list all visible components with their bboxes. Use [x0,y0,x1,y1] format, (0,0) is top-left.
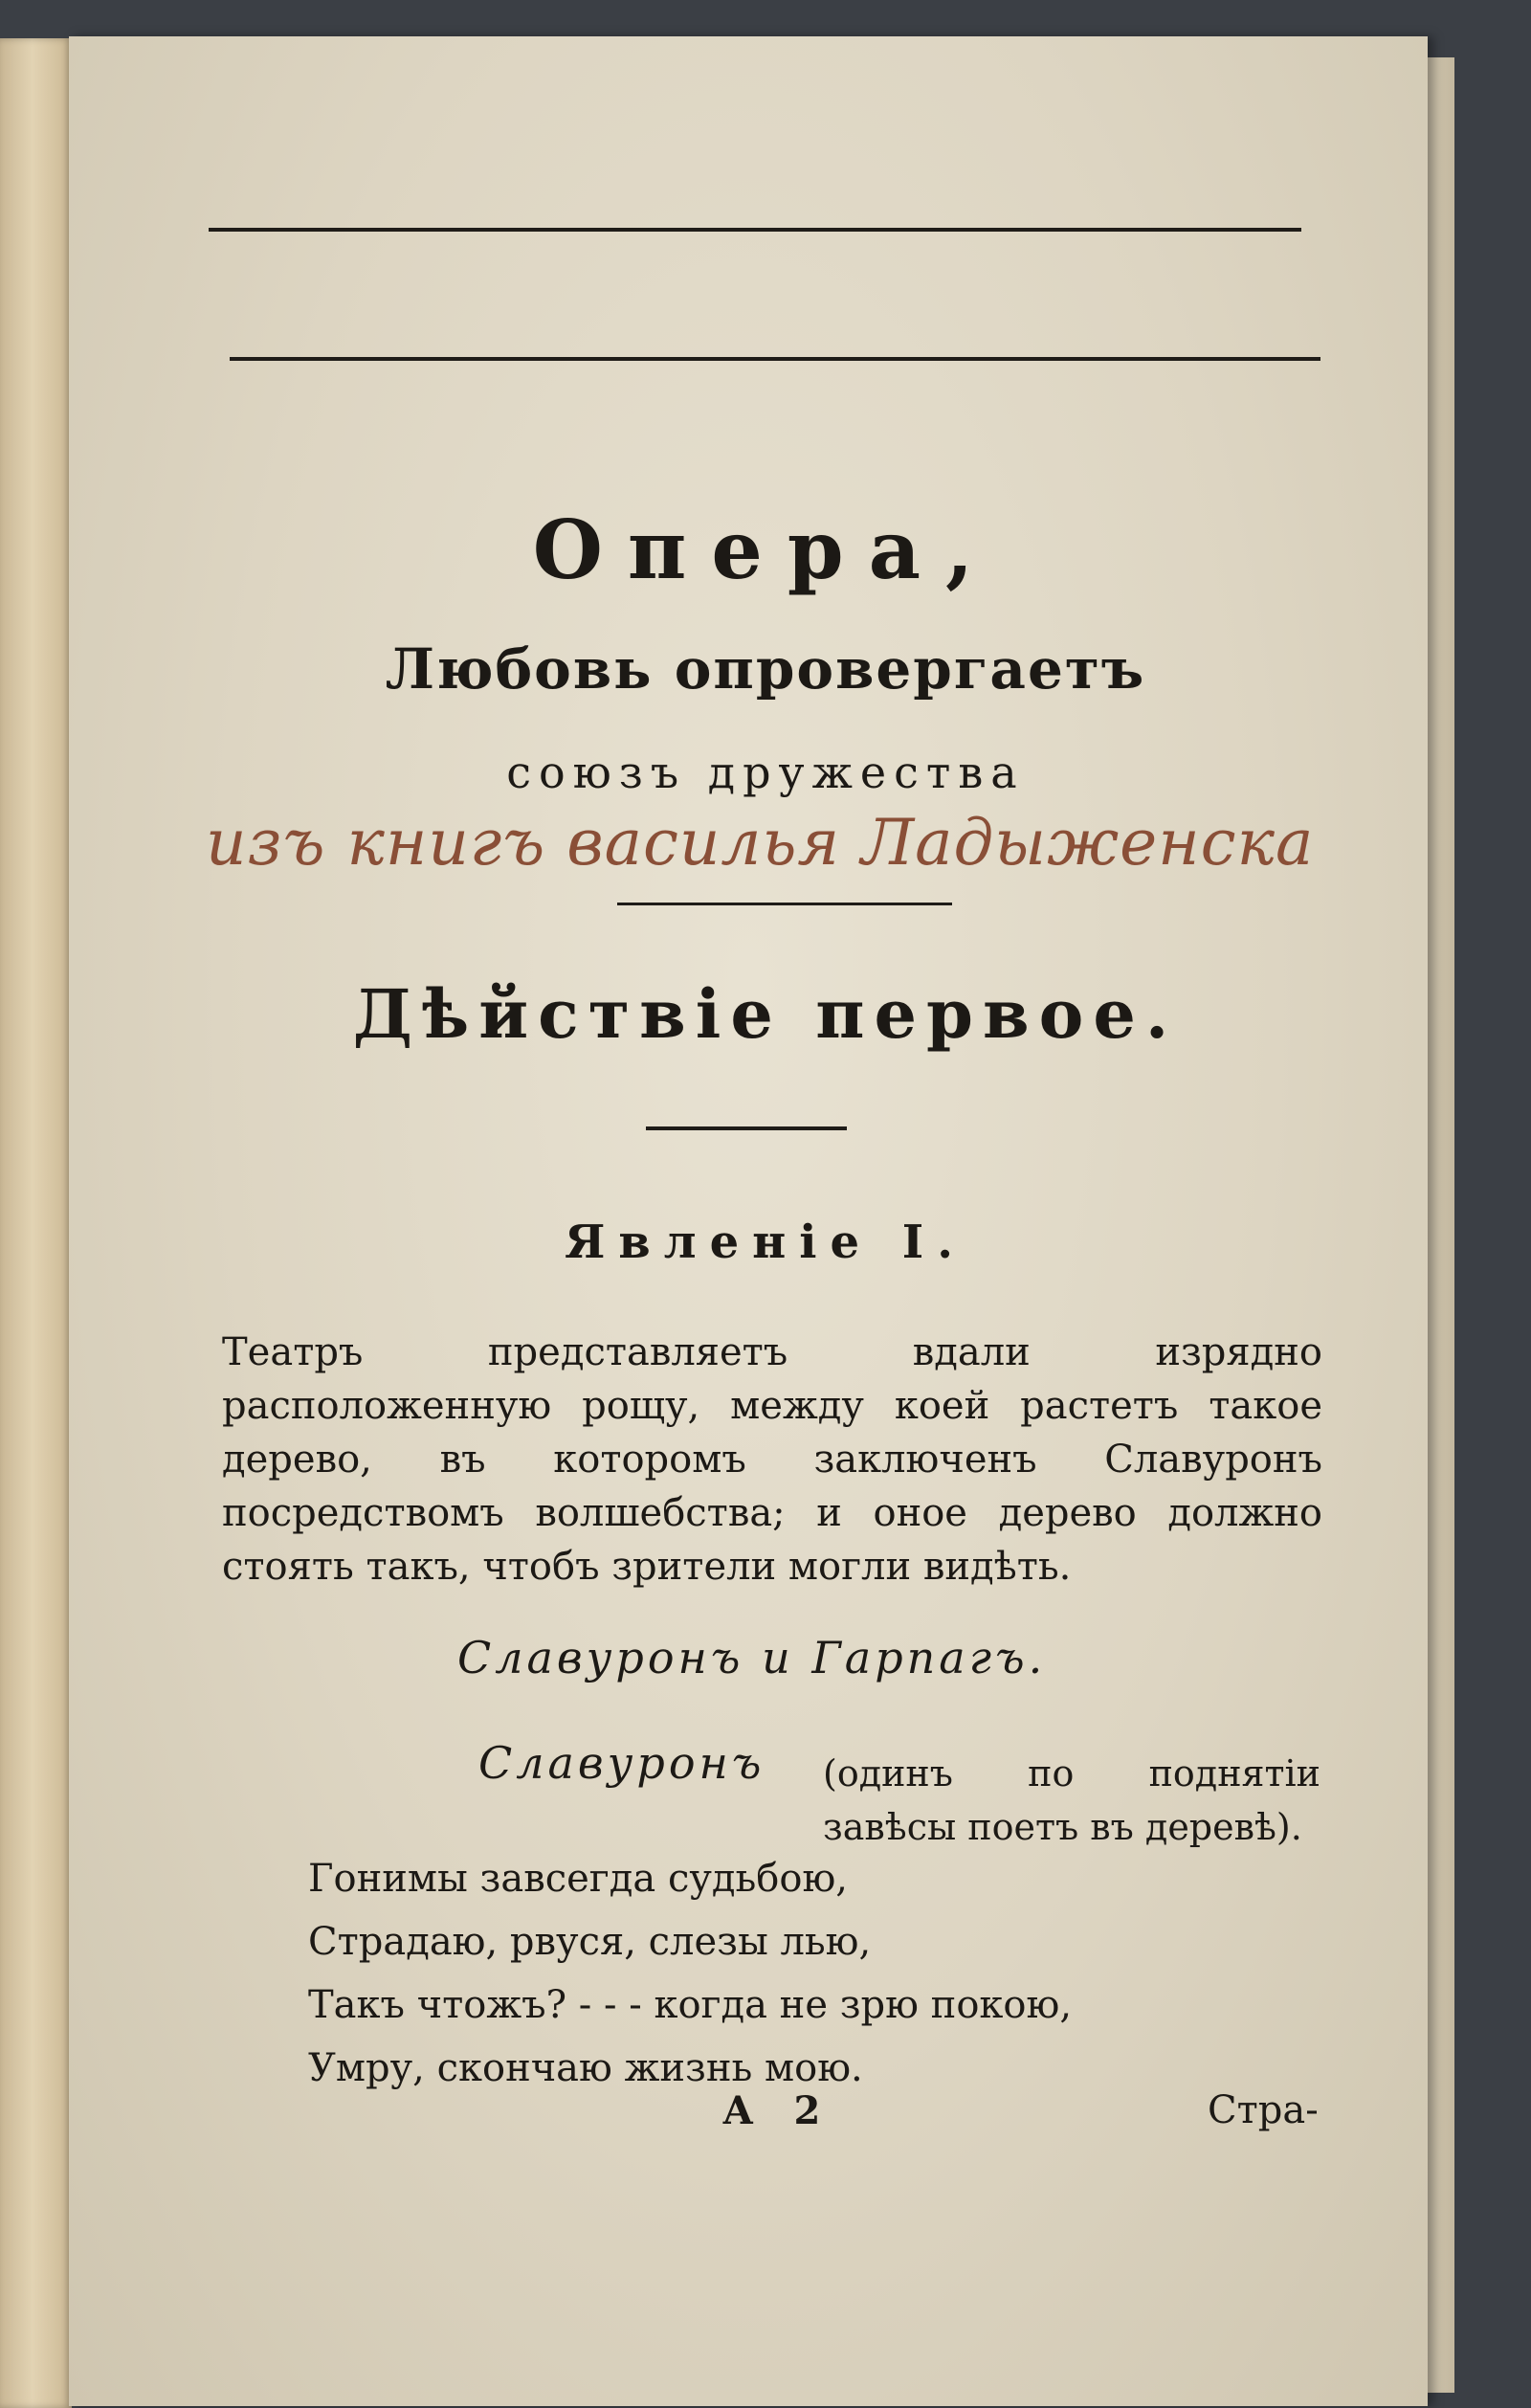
stage-direction [222,1326,1322,1594]
verse-line: Гонимы завсегда судьбою, [308,1857,849,1901]
speaker-name: Славуронъ [478,1737,766,1789]
top-rule-1 [209,228,1301,232]
verse-line: Такъ чтожъ? - - - когда не зрю покою, [308,1983,1073,2027]
handwritten-ownership-note: изъ книгъ василья Ладыженска [206,806,1315,880]
verse-line: Страдаю, рвуся, слезы лью, [308,1920,872,1964]
divider-rule-2 [646,1126,847,1130]
catchword: Стра- [1208,2088,1319,2132]
printer-signature-mark: А 2 [722,2088,834,2133]
verse-block [308,1847,1072,2100]
scene-heading: Явленіе I. [565,1215,966,1269]
divider-rule-1 [617,903,952,905]
page-subtitle-line2: союзъ дружества [506,747,1025,798]
page-title: Опера, [532,502,999,597]
act-heading: Дѣйствіе первое. [352,974,1179,1054]
page-subtitle: Любовь опровергаетъ [385,636,1146,702]
top-rule-2 [230,357,1320,361]
characters-line: Славуронъ и Гарпагъ. [457,1632,1047,1683]
verse-line: Умру, скончаю жизнь мою. [308,2046,863,2090]
speaker-direction: (одинъ по поднятіи завѣсы поетъ въ деревѣ). [823,1752,1320,1848]
stage-direction-text: Театръ представляетъ вдали изрядно расположенную рощу, между коей растетъ такое дерево, въ которомъ заключенъ Славуронъ посредствомъ волшебства; и оное дерево должно стоять такъ, чтобъ зрители могли видѣть. [222,1330,1322,1589]
